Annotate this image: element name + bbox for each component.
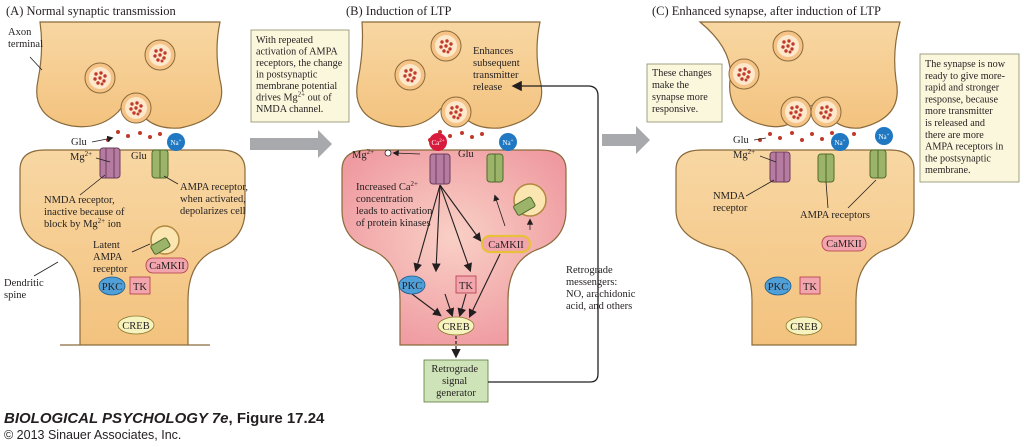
annotation-box-c1 <box>647 64 722 122</box>
na-label: Na+ <box>834 139 846 147</box>
vesicle <box>431 31 461 61</box>
ampa-receptor <box>152 150 168 178</box>
transition-arrow <box>250 130 332 158</box>
ca-label: $Ca^{2+}$ <box>431 139 445 147</box>
panel-b-title: (B) Induction of LTP <box>346 4 452 18</box>
dendritic-spine-a <box>20 150 245 345</box>
book-caption <box>4 410 324 427</box>
vesicle <box>145 40 175 70</box>
vesicle <box>441 97 471 127</box>
leader-line <box>34 262 58 276</box>
ampa-receptor <box>818 154 834 182</box>
nmda-label: NMDA receptor, inactive because of block by $Mg^{2+}$ ion <box>44 195 125 230</box>
latent-ampa-label: Latent AMPA receptor <box>93 240 128 275</box>
mg-ion <box>385 150 391 156</box>
glu-label: Glu <box>733 135 749 146</box>
panel-c-title: (C) Enhanced synapse, after induction of LTP <box>652 4 881 18</box>
panel-c <box>652 4 914 345</box>
vesicle <box>729 59 759 89</box>
vesicle <box>773 31 803 61</box>
book-title: BIOLOGICAL PSYCHOLOGY 7e <box>4 410 229 427</box>
na-label: Na+ <box>878 133 890 141</box>
glu-label: Glu <box>71 137 87 148</box>
vesicle <box>121 93 151 123</box>
axon-terminal-label: Axon terminal <box>8 27 43 50</box>
glutamate-dots <box>106 130 162 142</box>
tk-label: TK <box>459 281 473 292</box>
na-label: Na+ <box>502 139 514 147</box>
vesicle <box>85 63 115 93</box>
enhances-label: Enhances subsequent transmitter release <box>473 46 520 93</box>
pkc-label: PKC <box>401 281 423 292</box>
svg-text:These changes make the: These changes make the synapse more responsive. <box>652 68 712 115</box>
vesicle <box>395 60 425 90</box>
pkc-label: PKC <box>101 282 123 293</box>
vesicle <box>781 97 811 127</box>
svg-text:With repeated activation: With repeated activation of AMPA receptors, the change in postsynaptic membrane potential drives $Mg^{2+}$ out of NMDA channel. <box>256 35 343 115</box>
nmda-label: NMDA receptor <box>713 191 748 214</box>
creb-label: CREB <box>790 322 818 333</box>
panel-a-title: (A) Normal synaptic transmission <box>6 4 176 18</box>
mg-label: $Mg^{2+}$ <box>70 150 93 163</box>
retrograde-generator-label: Retrograde signal generator <box>431 364 479 399</box>
vesicle <box>811 97 841 127</box>
mg-label: $Mg^{2+}$ <box>352 148 375 161</box>
ampa-receptors-label: AMPA receptors <box>800 210 870 221</box>
ampa-receptor <box>487 154 503 182</box>
camkii-label: CaMKII <box>826 239 862 250</box>
nmda-receptor <box>430 154 450 184</box>
transition-arrow <box>602 126 650 154</box>
panel-b <box>342 4 638 402</box>
tk-label: TK <box>803 282 817 293</box>
annotation-box-c2 <box>920 54 1019 182</box>
copyright: © 2013 Sinauer Associates, Inc. <box>4 428 182 442</box>
figure-number: , Figure 17.24 <box>228 410 325 427</box>
nmda-receptor <box>100 148 120 178</box>
glu-label: Glu <box>458 149 474 160</box>
ampa-receptor <box>870 150 886 178</box>
increased-ca-label: Increased $Ca^{2+}$ concentration leads to activation of protein kinases <box>356 180 433 229</box>
camkii-label: CaMKII <box>149 261 185 272</box>
tk-label: TK <box>133 282 147 293</box>
nmda-receptor <box>770 152 790 182</box>
ampa-label: AMPA receptor, when activated, depolarizes cell <box>180 182 249 217</box>
retrograde-messengers-label: Retrograde messengers: NO, arachidonic acid, and others <box>566 265 636 312</box>
dendritic-spine-b <box>342 150 566 345</box>
latent-ampa-receptor <box>150 226 179 255</box>
glu-label-2: Glu <box>131 151 147 162</box>
mg-label: $Mg^{2+}$ <box>733 148 756 161</box>
creb-label: CREB <box>442 322 470 333</box>
camkii-label: CaMKII <box>488 240 524 251</box>
na-label: Na+ <box>170 139 182 147</box>
svg-text:The synapse is now ready: The synapse is now ready to give more- rapid and stronger response, because more transmitter is released and there are more AMPA receptors in the postsynaptic membrane. <box>925 59 1006 177</box>
panel-a <box>4 4 251 345</box>
dendritic-spine-c <box>676 150 914 345</box>
inserting-ampa-receptor <box>513 184 546 216</box>
dendritic-spine-label: Dendritic spine <box>4 278 44 301</box>
annotation-box-a <box>251 30 349 122</box>
pkc-label: PKC <box>767 282 789 293</box>
creb-label: CREB <box>122 321 150 332</box>
